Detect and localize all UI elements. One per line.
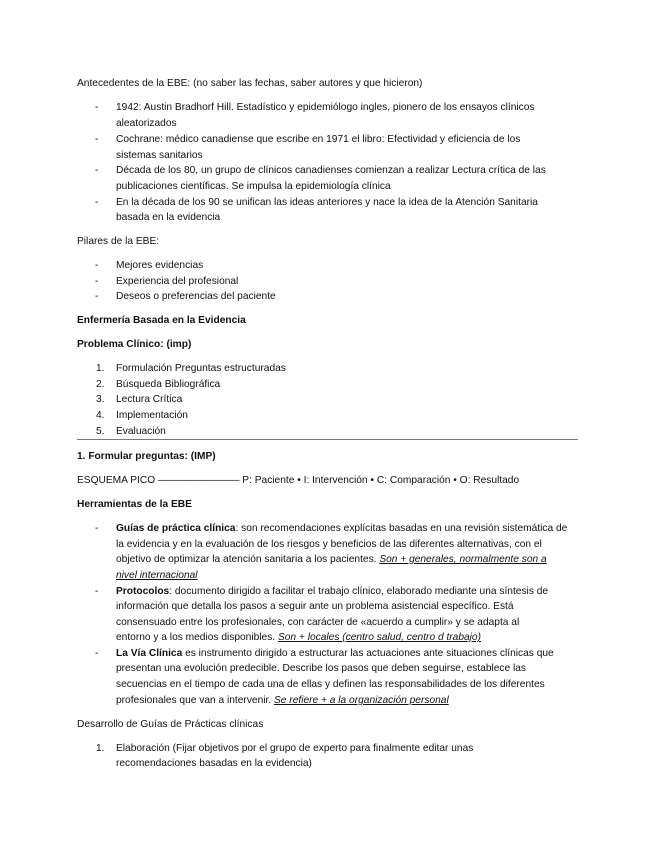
list-marker: - [95,523,99,534]
list-item-text: Lectura Crítica [116,394,183,405]
protocolos-line-1: Protocolos: documento dirigido a facilitar el trabajo clínico, elaborado mediante una síntesis de [116,586,549,597]
desarrollo-heading: Desarrollo de Guías de Prácticas clínicas [77,719,264,730]
list-item-text: sistemas sanitarios [116,150,203,161]
list-item-text: Elaboración (Fijar objetivos por el grupo de experto para finalmente editar unas [116,743,474,754]
via-line-2: presentan una evolución predecible. Describe los pasos que deben seguirse, establece las [116,663,527,674]
list-marker: - [95,165,99,176]
list-marker: 1. [96,743,105,754]
protocolos-line-3: consensuado entre los profesionales, con carácter de «acuerdo a cumplir» y se adapta al [116,617,520,628]
esquema-pico: ESQUEMA PICO ———————— P: Paciente • I: Intervención • C: Comparación • O: Resultado [77,475,520,486]
pilares-heading: Pilares de la EBE: [77,236,160,247]
list-item-text: Mejores evidencias [116,260,204,271]
list-marker: - [95,291,99,302]
problema-heading: Problema Clínico: (imp) [77,339,192,350]
list-marker: 3. [96,394,105,405]
via-line-3: secuencias en el tiempo de cada una de ellas y definen las responsabilidades de los diferentes [116,679,545,690]
list-marker: - [95,586,99,597]
list-item-text: recomendaciones basadas en la evidencia) [116,758,312,769]
list-item-text: aleatorizados [116,118,177,129]
enfermeria-heading: Enfermería Basada en la Evidencia [77,315,246,326]
list-marker: - [95,134,99,145]
guias-note-continued: nivel internacional [116,570,198,581]
list-item-text: Evaluación [116,426,166,437]
list-item-text: Experiencia del profesional [116,276,239,287]
guias-line-1: Guías de práctica clínica: son recomendaciones explícitas basadas en una revisión sistemática de [116,523,568,534]
via-line-1: La Vía Clínica es instrumento dirigido a estructurar las actuaciones ante situaciones clínicas que [116,648,554,659]
formular-heading: 1. Formular preguntas: (IMP) [77,451,216,462]
list-item-text: Década de los 80, un grupo de clínicos canadienses comienzan a realizar Lectura crítica de las [116,165,546,176]
list-item-text: Deseos o preferencias del paciente [116,291,276,302]
list-marker: - [95,197,99,208]
list-marker: 2. [96,379,105,390]
guias-note: Son + generales, normalmente son a [379,554,547,565]
list-marker: 1. [96,363,105,374]
via-line-4: profesionales que van a intervenir. Se refiere + a la organización personal [116,695,449,706]
list-marker: 4. [96,410,105,421]
antecedentes-heading: Antecedentes de la EBE: (no saber las fechas, saber autores y que hicieron) [77,78,423,89]
list-item-text: basada en la evidencia [116,212,221,223]
list-marker: - [95,276,99,287]
protocolos-term: Protocolos [116,586,170,597]
via-note: Se refiere + a la organización personal [274,695,449,706]
guias-line-4 [116,568,198,584]
guias-line-3: objetivo de optimizar la atención sanitaria a los pacientes. Son + generales, normalmente son a [116,554,547,565]
guias-term: Guías de práctica clínica [116,523,236,534]
horizontal-divider [77,439,578,440]
protocolos-line-4: entorno y a los medios disponibles. Son + locales (centro salud, centro d trabajo) [116,632,481,643]
list-item-text: En la década de los 90 se unifican las ideas anteriores y nace la idea de la Atención Sanitaria [116,197,538,208]
list-item-text: Formulación Preguntas estructuradas [116,363,286,374]
protocolos-line-2: información que detalla los pasos a seguir ante un problema asistencial específico. Está [116,601,514,612]
list-item-text: 1942: Austin Bradhorf Hill. Estadístico y epidemiólogo ingles, pionero de los ensayos clínicos [116,102,535,113]
herramientas-heading: Herramientas de la EBE [77,499,192,510]
list-item-text: Búsqueda Bibliográfica [116,379,221,390]
list-item-text: Implementación [116,410,188,421]
list-marker: 5. [96,426,105,437]
guias-line-2: la evidencia y en la evaluación de los riesgos y beneficios de las diferentes alternativas, con el [116,539,542,550]
list-marker: - [95,648,99,659]
list-marker: - [95,102,99,113]
protocolos-note: Son + locales (centro salud, centro d trabajo) [277,632,481,643]
list-item-text: Cochrane: médico canadiense que escribe en 1971 el libro: Efectividad y eficiencia de los [116,134,521,145]
via-term: La Vía Clínica [116,648,183,659]
list-marker: - [95,260,99,271]
list-item-text: publicaciones científicas. Se impulsa la epidemiología clínica [116,181,391,192]
